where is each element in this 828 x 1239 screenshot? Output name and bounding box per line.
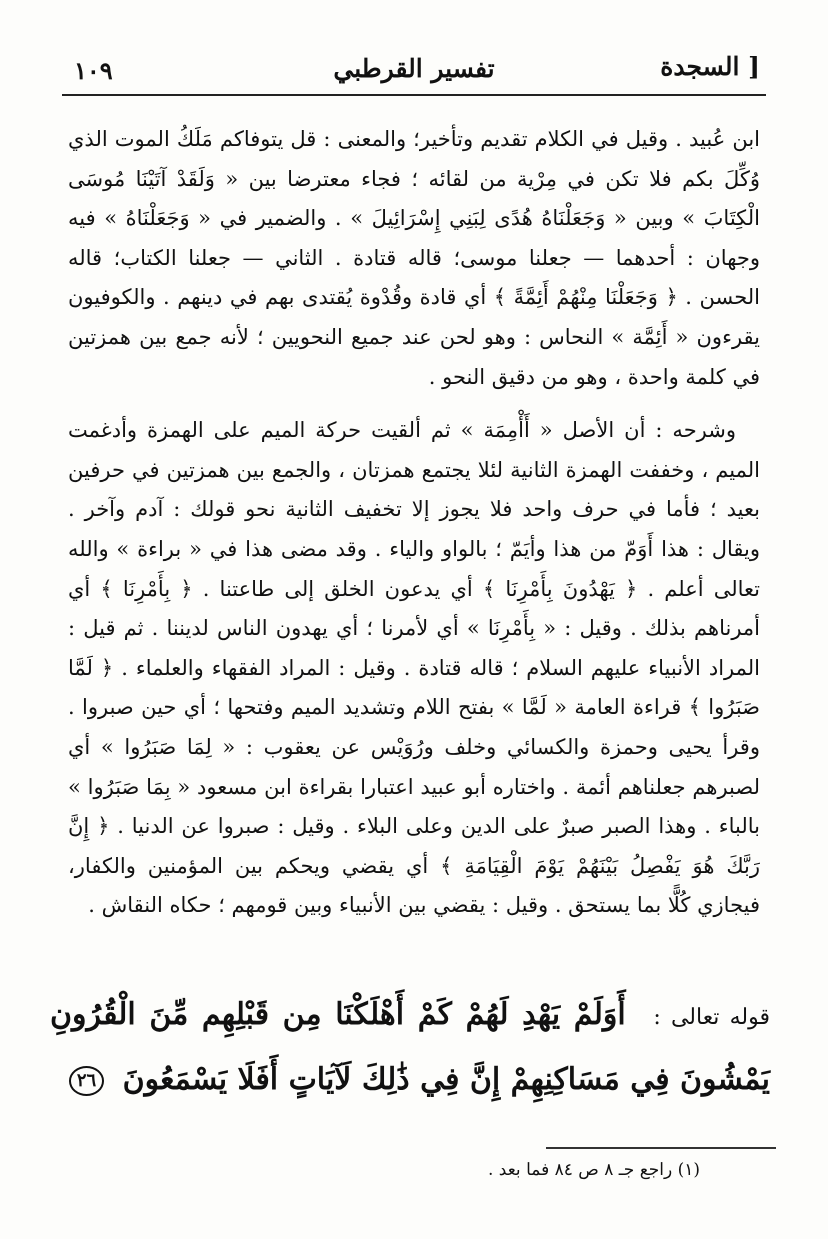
section-name: السجدة ]: [660, 52, 760, 81]
commentary-paragraph-1: ابن عُبيد . وقيل في الكلام تقديم وتأخير؛ والمعنى : قل يتوفاكم مَلَكُ الموت الذي وُكِّلَ بكم فلا تكن في مِرْية من لقائه ؛ فجاء معترضا بين « وَلَقَدْ آتَيْنَا مُوسَى الْكِتَابَ » وبين « وَجَعَلْنَاهُ هُدًى لِبَنِي إِسْرَائِيلَ » . والضمير في « وَجَعَلْنَاهُ » فيه وجهان : أحدهما — جعلنا موسى؛ قاله قتادة . الثاني — جعلنا الكتاب؛ قاله الحسن . ﴿ وَجَعَلْنَا مِنْهُمْ أَئِمَّةً ﴾ أي قادة وقُدْوة يُقتدى بهم في دينهم . والكوفيون يقرءون « أَئِمَّة » النحاس : وهو لحن عند جميع النحويين ؛ لأنه جمع بين همزتين في كلمة واحدة ، وهو من دقيق النحو .: [68, 127, 760, 389]
commentary-paragraph-2: وشرحه : أن الأصل « أَأْمِمَة » ثم ألقيت حركة الميم على الهمزة وأدغمت الميم ، وخففت الهمزة الثانية لئلا يجتمع همزتان ، والجمع بين همزتين في حرفين بعيد ؛ فأما في حرف واحد فلا يجوز إلا تخفيف الثانية نحو قولك : آدم وآخر . ويقال : هذا أَوَمّ من هذا وأيَمّ ؛ بالواو والياء . وقد مضى هذا في « براءة » والله تعالى أعلم . ﴿ يَهْدُونَ بِأَمْرِنَا ﴾ أي يدعون الخلق إلى طاعتنا . ﴿ بِأَمْرِنَا ﴾ أي أمرناهم بذلك . وقيل : « بِأَمْرِنَا » أي لأمرنا ؛ أي يهدون الناس لديننا . ثم قيل : المراد الأنبياء عليهم السلام ؛ قاله قتادة . وقيل : المراد الفقهاء والعلماء . ﴿ لَمَّا صَبَرُوا ﴾ قراءة العامة « لَمَّا » بفتح اللام وتشديد الميم وفتحها ؛ أي حين صبروا . وقرأ يحيى وحمزة والكسائي وخلف ورُوَيْس عن يعقوب : « لِمَا صَبَرُوا » أي لصبرهم جعلناهم أئمة . واختاره أبو عبيد اعتبارا بقراءة ابن مسعود « بِمَا صَبَرُوا » بالباء . وهذا الصبر صبرٌ على الدين وعلى البلاء . وقيل : صبروا عن الدنيا . ﴿ إِنَّ رَبَّكَ هُوَ يَفْصِلُ بَيْنَهُمْ يَوْمَ الْقِيَامَةِ ﴾ أي يقضي ويحكم بين المؤمنين والكفار، فيجازي كُلًّا بما يستحق . وقيل : يقضي بين الأنبياء وبين قومهم ؛ حكاه النقاش .: [68, 418, 760, 918]
running-title: تفسير القرطبي: [333, 54, 495, 83]
verse-intro: قوله تعالى :: [653, 1005, 770, 1030]
footnote: (١) راجع جـ ٨ ص ٨٤ فما بعد .: [488, 1160, 700, 1180]
verse-text: أَوَلَمْ يَهْدِ لَهُمْ كَمْ أَهْلَكْنَا مِن قَبْلِهِم مِّنَ الْقُرُونِ يَمْشُونَ فِي مَسَاكِنِهِمْ إِنَّ فِي ذَٰلِكَ لَآيَاتٍ أَفَلَا يَسْمَعُونَ: [50, 997, 770, 1097]
footnote-rule: [546, 1147, 776, 1149]
page-header: [62, 40, 766, 96]
page-number: ١٠٩: [74, 56, 113, 85]
commentary-text: [68, 120, 760, 926]
verse-number: ٢٦: [69, 1066, 104, 1096]
quran-verse: [50, 984, 770, 1111]
header-rule: [62, 94, 766, 96]
